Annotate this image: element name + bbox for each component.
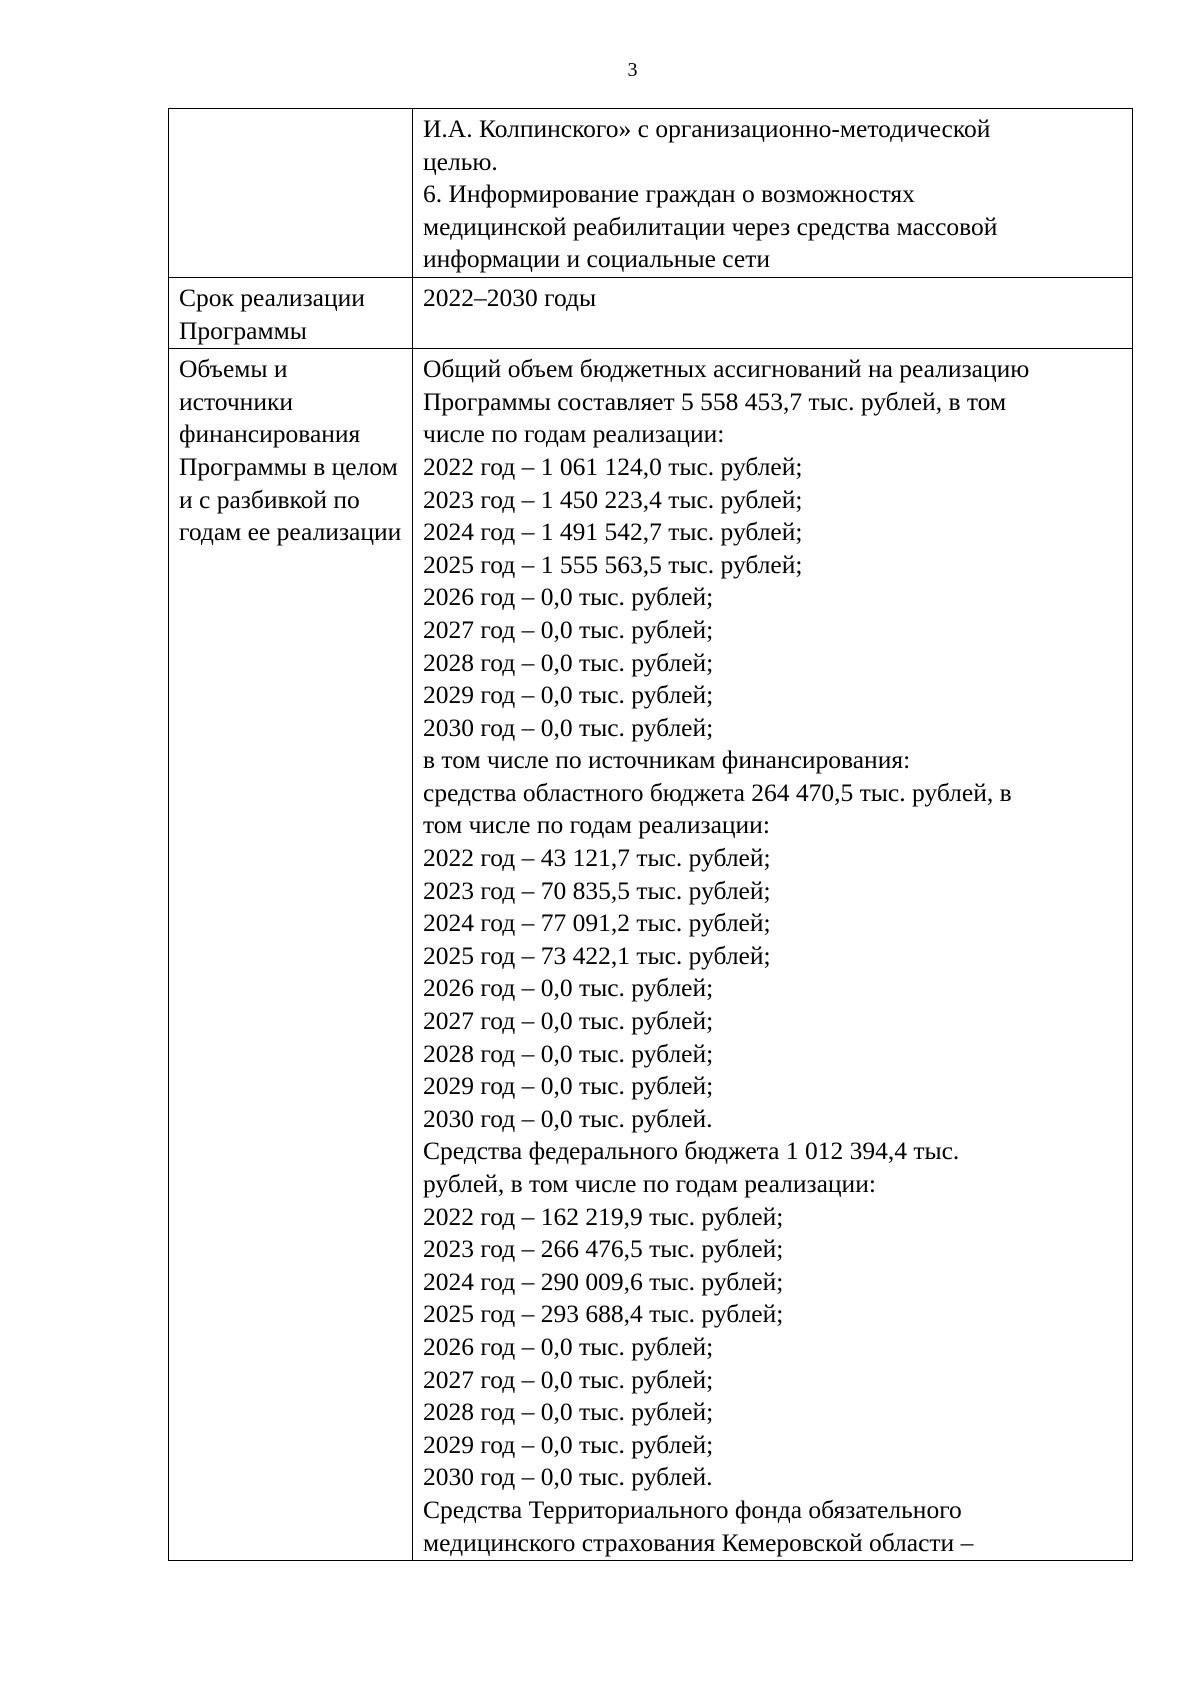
row-label-cell <box>169 109 413 278</box>
content-line: 2026 год – 0,0 тыс. рублей; <box>423 973 714 1003</box>
content-line: 2030 год – 0,0 тыс. рублей; <box>423 712 714 742</box>
content-line: информации и социальные сети <box>423 244 771 274</box>
content-line: 2022 год – 1 061 124,0 тыс. рублей; <box>423 451 803 481</box>
content-line: 2026 год – 0,0 тыс. рублей; <box>423 1331 714 1361</box>
row-label-cell <box>169 277 413 348</box>
content-line: 2025 год – 73 422,1 тыс. рублей; <box>423 940 771 970</box>
content-line: Средства федерального бюджета 1 012 394,4 тыс. <box>423 1136 960 1166</box>
content-line: И.А. Колпинского» с организационно-методической <box>423 114 991 143</box>
content-line: 2029 год – 0,0 тыс. рублей; <box>423 1429 714 1459</box>
content-line: 2024 год – 1 491 542,7 тыс. рублей; <box>423 517 803 547</box>
content-line: 2023 год – 1 450 223,4 тыс. рублей; <box>423 484 803 514</box>
table-row <box>169 277 1133 348</box>
content-line: в том числе по источникам финансирования: <box>423 745 911 775</box>
content-line: том числе по годам реализации: <box>423 810 770 840</box>
content-line: 2024 год – 290 009,6 тыс. рублей; <box>423 1266 784 1296</box>
content-line: 6. Информирование граждан о возможностях <box>423 179 915 209</box>
row-label-cell <box>169 349 413 1561</box>
content-line: 2027 год – 0,0 тыс. рублей; <box>423 1364 714 1394</box>
row-label: Срок реализации Программы <box>179 282 365 345</box>
content-line: медицинской реабилитации через средства массовой <box>423 211 998 241</box>
row-label: Объемы и источники финансирования Программы в целом и с разбивкой по годам ее реализации <box>179 354 402 547</box>
content-line: Общий объем бюджетных ассигнований на реализацию <box>423 354 1030 384</box>
content-line: 2028 год – 0,0 тыс. рублей; <box>423 1397 714 1427</box>
content-line: 2024 год – 77 091,2 тыс. рублей; <box>423 908 771 938</box>
content-line: 2026 год – 0,0 тыс. рублей; <box>423 582 714 612</box>
content-line: средства областного бюджета 264 470,5 тыс. рублей, в <box>423 777 1012 807</box>
content-line: 2028 год – 0,0 тыс. рублей; <box>423 1038 714 1068</box>
content-line: 2022 год – 43 121,7 тыс. рублей; <box>423 843 771 873</box>
content-line: 2030 год – 0,0 тыс. рублей. <box>423 1462 713 1492</box>
content-line: медицинского страхования Кемеровской области – <box>423 1527 974 1557</box>
content-line: целью. <box>423 146 498 176</box>
content-line: 2028 год – 0,0 тыс. рублей; <box>423 647 714 677</box>
content-line: 2027 год – 0,0 тыс. рублей; <box>423 1006 714 1036</box>
content-line: 2023 год – 266 476,5 тыс. рублей; <box>423 1234 784 1264</box>
table-row <box>169 109 1133 278</box>
row-content-cell <box>413 277 1133 348</box>
page-number: 3 <box>627 59 638 81</box>
content-line: 2025 год – 1 555 563,5 тыс. рублей; <box>423 549 803 579</box>
content-line: 2023 год – 70 835,5 тыс. рублей; <box>423 875 771 905</box>
row-content-cell <box>413 109 1133 278</box>
content-line: 2022 год – 162 219,9 тыс. рублей; <box>423 1201 784 1231</box>
program-passport-table <box>168 108 1133 1561</box>
content-line: 2029 год – 0,0 тыс. рублей; <box>423 680 714 710</box>
content-line: 2029 год – 0,0 тыс. рублей; <box>423 1071 714 1101</box>
content-line: Средства Территориального фонда обязательного <box>423 1494 962 1524</box>
content-line: 2030 год – 0,0 тыс. рублей. <box>423 1103 713 1133</box>
content-line: 2027 год – 0,0 тыс. рублей; <box>423 614 714 644</box>
content-line: числе по годам реализации: <box>423 419 725 449</box>
table-row <box>169 349 1133 1561</box>
content-line: рублей, в том числе по годам реализации: <box>423 1169 876 1198</box>
row-content-cell <box>413 349 1133 1561</box>
content-line: 2022–2030 годы <box>423 282 597 312</box>
content-line: 2025 год – 293 688,4 тыс. рублей; <box>423 1299 784 1329</box>
content-line: Программы составляет 5 558 453,7 тыс. рублей, в том <box>423 386 1007 416</box>
